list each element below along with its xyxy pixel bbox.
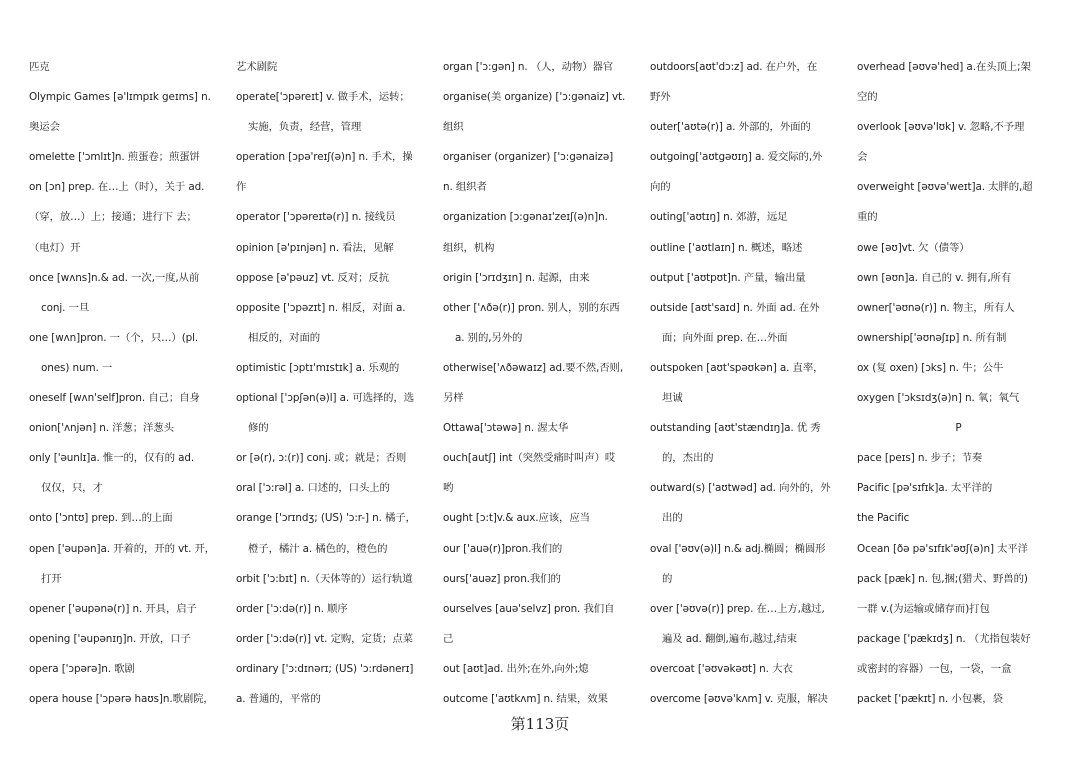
entry-line: Olympic Games [ə'lɪmpɪk geɪms] n. [29, 91, 211, 104]
entry-line: overweight [əʊvə'weɪt]a. 太胖的,超 [857, 181, 1033, 194]
entry-line: open ['əupən]a. 开着的，开的 vt. 开， [29, 542, 216, 555]
entry-line: opener ['əupənə(r)] n. 开具，启子 [29, 602, 197, 615]
entry-line: pack [pæk] n. 包,捆;(猎犬、野兽的) [857, 572, 1028, 585]
entry-line: optimistic [ɔptɪ'mɪstɪk] a. 乐观的 [236, 361, 400, 374]
entry-line: a. 普通的，平常的 [236, 692, 321, 705]
entry-line: 坦诚 [662, 392, 683, 405]
entry-line: out [aʊt]ad. 出外;在外,向外;熄 [443, 662, 589, 675]
entry-line: outspoken [aʊt'spəʊkən] a. 直率， [650, 361, 824, 374]
entry-line: ones) num. 一 [41, 361, 113, 374]
entry-line: Ottawa['ɔtəwə] n. 渥太华 [443, 422, 569, 435]
column-4 [650, 52, 853, 714]
entry-line: 橙子，橘汁 a. 橘色的，橙色的 [248, 542, 388, 555]
entry-line: one [wʌn]pron. 一（个，只…）(pl. [29, 331, 199, 344]
entry-line: opposite ['ɔpəzɪt] n. 相反，对面 a. [236, 301, 406, 314]
entry-line: optional ['ɔpʃən(ə)l] a. 可选择的，选 [236, 392, 415, 405]
entry-line: operation [ɔpə'reɪʃ(ə)n] n. 手术，操 [236, 151, 413, 164]
entry-line: 向的 [650, 181, 671, 194]
entry-line: organ ['ɔ:gən] n. （人，动物）器官 [443, 61, 614, 73]
entry-line: 另样 [443, 392, 464, 405]
entry-line: organization [ɔ:gənaɪ'zeɪʃ(ə)n]n. [443, 211, 608, 224]
entry-line: outgoing['aʊtgəʊɪŋ] a. 爱交际的,外 [650, 151, 823, 164]
entry-line: 哟 [443, 482, 454, 495]
entry-line: a. 别的,另外的 [455, 331, 523, 344]
entry-line: conj. 一旦 [41, 301, 90, 314]
entry-line: 匹克 [29, 61, 50, 73]
entry-line: n. 组织者 [443, 181, 487, 194]
entry-line: own [əʊn]a. 自己的 v. 拥有,所有 [857, 271, 1012, 284]
entry-line: other ['ʌðə(r)] pron. 别人，别的东西 [443, 301, 620, 314]
entry-line: ought [ɔ:t]v.& aux.应该，应当 [443, 512, 590, 525]
entry-line: 空的 [857, 91, 878, 104]
entry-line: overlook [əʊvə'lʊk] v. 忽略,不予理 [857, 121, 1025, 134]
entry-line: oral ['ɔ:rəl] a. 口述的，口头上的 [236, 482, 390, 495]
entry-line: outdoors[aʊt'dɔ:z] ad. 在户外，在 [650, 61, 818, 73]
entry-line: 或密封的容器）一包，一袋，一盒 [857, 662, 1012, 675]
entry-line: over ['əʊvə(r)] prep. 在…上方,越过, [650, 602, 825, 615]
column-1 [29, 52, 232, 714]
entry-line: on [ɔn] prep. 在…上（时），关于 ad. [29, 181, 205, 194]
entry-line: oppose [ə'pəuz] vt. 反对；反抗 [236, 271, 389, 284]
entry-line: 奥运会 [29, 121, 60, 134]
entry-line: 打开 [41, 572, 62, 585]
entry-line: 遍及 ad. 翻倒,遍布,越过,结束 [662, 632, 797, 645]
entry-line: overcoat ['əʊvəkəʊt] n. 大衣 [650, 662, 793, 675]
entry-line: （穿，放…）上；接通；进行下 去； [29, 211, 197, 224]
entry-line: opinion [ə'pɪnjən] n. 看法，见解 [236, 241, 394, 254]
entry-line: oval ['əʊv(ə)l] n.& adj.椭圆；椭圆形 [650, 542, 826, 555]
page-number: 第113页 [510, 715, 570, 733]
entry-line: outcome ['aʊtkʌm] n. 结果，效果 [443, 692, 608, 705]
entry-line: omelette ['ɔmlɪt]n. 煎蛋卷；煎蛋饼 [29, 151, 200, 164]
entry-line: 会 [857, 151, 868, 164]
entry-line: Pacific [pə'sɪfɪk]a. 太平洋的 [857, 482, 993, 495]
entry-line: 艺术剧院 [236, 61, 278, 73]
entry-line: 仅仅，只，才 [41, 482, 103, 495]
entry-line: pace [peɪs] n. 步子；节奏 [857, 452, 983, 465]
entry-line: overhead [əʊvə'hed] a.在头顶上;架 [857, 61, 1031, 73]
column-5 [857, 52, 1060, 714]
entry-line: origin ['ɔrɪdʒɪn] n. 起源，由来 [443, 271, 590, 284]
entry-line: 重的 [857, 211, 878, 224]
column-2 [236, 52, 439, 714]
entry-line: 实施，负责，经营，管理 [248, 121, 362, 134]
entry-line: 野外 [650, 91, 671, 104]
entry-line: opening ['əupənɪŋ]n. 开放，口子 [29, 632, 191, 645]
entry-line: operator ['ɔpəreɪtə(r)] n. 接线员 [236, 211, 396, 224]
entry-line: 组织，机构 [443, 241, 495, 254]
entry-line: package ['pækɪdʒ] n. （尤指包装好 [857, 632, 1031, 645]
entry-line: once [wʌns]n.& ad. 一次,一度,从前 [29, 271, 200, 284]
entry-line: otherwise['ʌðəwaɪz] ad.要不然,否则, [443, 361, 624, 374]
entry-line: orbit ['ɔ:bɪt] n.（天体等的）运行轨道 [236, 572, 413, 585]
section-letter-heading: P [955, 422, 962, 435]
entry-line: ox (复 oxen) [ɔks] n. 牛；公牛 [857, 361, 1004, 374]
entry-line: 的 [662, 572, 673, 585]
entry-line: 组织 [443, 121, 464, 134]
entry-line: order ['ɔ:də(r)] vt. 定购，定货；点菜 [236, 632, 413, 645]
entry-line: ouch[autʃ] int（突然受痛时叫声）哎 [443, 452, 616, 465]
entry-line: orange ['ɔrɪndʒ; (US) 'ɔ:r-] n. 橘子， [236, 512, 416, 525]
entry-line: （电灯）开 [29, 241, 81, 254]
entry-line: our ['auə(r)]pron.我们的 [443, 542, 563, 555]
entry-line: packet ['pækɪt] n. 小包裹，袋 [857, 692, 1003, 705]
entry-line: opera house ['ɔpərə haʊs]n.歌剧院， [29, 692, 214, 705]
column-3 [443, 52, 646, 714]
entry-line: ours['auəz] pron.我们的 [443, 572, 561, 585]
entry-line: onto ['ɔntʊ] prep. 到…的上面 [29, 512, 173, 525]
entry-line: oneself [wʌn'self]pron. 自己；自身 [29, 392, 200, 405]
entry-line: 面；向外面 prep. 在…外面 [662, 331, 788, 344]
entry-line: outing['aʊtɪŋ] n. 郊游，远足 [650, 211, 788, 224]
entry-line: output ['aʊtpʊt]n. 产量，输出量 [650, 271, 806, 284]
entry-line: organiser (organizer) ['ɔ:gənaizə] [443, 151, 614, 164]
entry-line: operate['ɔpəreɪt] v. 做手术，运转； [236, 91, 410, 104]
entry-line: outside [aʊt'saɪd] n. 外面 ad. 在外 [650, 301, 820, 314]
entry-line: owe [əʊ]vt. 欠（债等） [857, 241, 970, 254]
entry-line: 出的 [662, 512, 683, 525]
entry-line: ownership['əʊnəʃɪp] n. 所有制 [857, 331, 1007, 344]
entry-line: onion['ʌnjən] n. 洋葱；洋葱头 [29, 422, 174, 435]
entry-line: outline ['aʊtlaɪn] n. 概述，略述 [650, 241, 803, 254]
entry-line: 的，杰出的 [662, 452, 714, 465]
entry-line: organise(美 organize) ['ɔ:gənaiz] vt. [443, 91, 626, 104]
entry-line: ourselves [auə'selvz] pron. 我们自 [443, 602, 615, 615]
entry-line: oxygen ['ɔksɪdʒ(ə)n] n. 氧；氧气 [857, 392, 1020, 405]
entry-line: 修的 [248, 422, 269, 435]
entry-line: owner['əʊnə(r)] n. 物主，所有人 [857, 301, 1015, 314]
entry-line: 相反的，对面的 [248, 331, 321, 344]
entry-line: order ['ɔ:də(r)] n. 顺序 [236, 602, 348, 615]
entry-line: overcome [əʊvə'kʌm] v. 克服，解决 [650, 692, 828, 705]
entry-line: outward(s) ['aʊtwəd] ad. 向外的，外 [650, 482, 831, 495]
entry-line: outstanding [aʊt'stændɪŋ]a. 优 秀 [650, 422, 821, 435]
entry-line: only ['əunlɪ]a. 惟一的，仅有的 ad. [29, 452, 195, 465]
entry-line: 一群 v.(为运输或储存而)打包 [857, 602, 990, 615]
entry-line: 作 [236, 181, 247, 194]
entry-line: or [ə(r), ɔ:(r)] conj. 或；就是；否则 [236, 452, 407, 465]
entry-line: Ocean [ðə pə'sɪfɪk'əʊʃ(ə)n] 太平洋 [857, 542, 1028, 555]
entry-line: outer['aʊtə(r)] a. 外部的，外面的 [650, 121, 811, 134]
entry-line: 己 [443, 632, 454, 645]
entry-line: opera ['ɔpərə]n. 歌剧 [29, 662, 135, 675]
entry-line: the Pacific [857, 512, 910, 525]
entry-line: ordinary ['ɔ:dɪnərɪ; (US) 'ɔ:rdənerɪ] [236, 662, 414, 675]
